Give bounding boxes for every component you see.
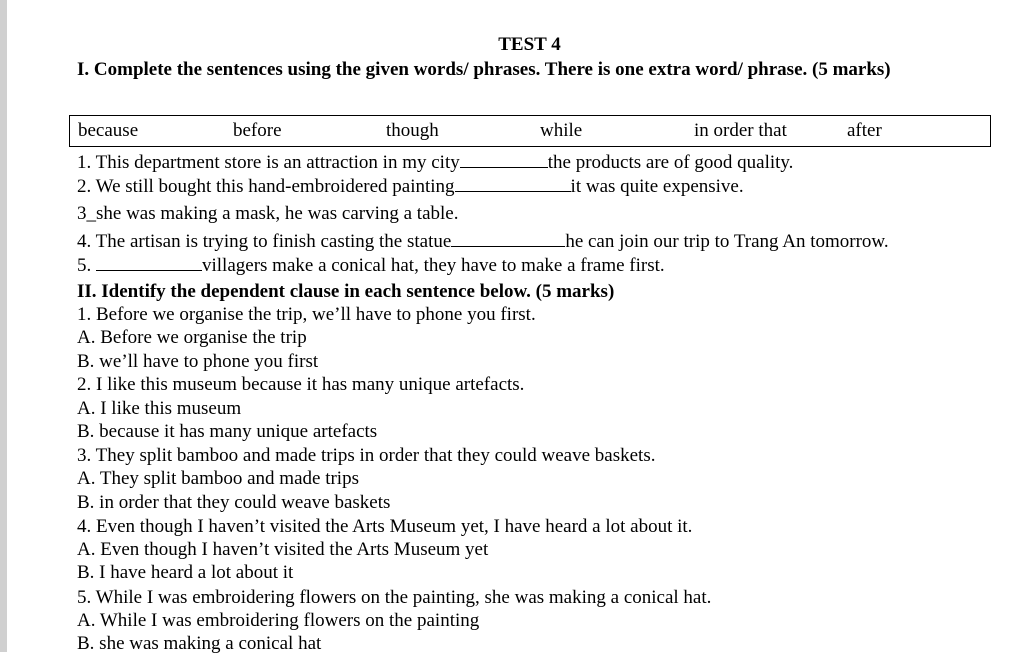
section2-question: 5. While I was embroidering flowers on the painting, she was making a conical hat. [77,587,712,608]
section2-option[interactable]: A. Even though I haven’t visited the Arts Museum yet [77,539,489,560]
page-left-edge [0,0,7,652]
section2-heading: II. Identify the dependent clause in each sentence below. (5 marks) [77,281,615,302]
section1-item-2: 2. We still bought this hand-embroidered painting it was quite expensive. [77,176,744,197]
section2-option[interactable]: B. she was making a conical hat [77,633,322,654]
word-bank-item: while [540,120,583,141]
section1-item-3: 3_she was making a mask, he was carving a table. [77,203,459,224]
section2-option[interactable]: B. in order that they could weave baskets [77,492,391,513]
section2-question: 1. Before we organise the trip, we’ll have to phone you first. [77,304,536,325]
answer-blank[interactable] [455,175,571,192]
section1-item-4: 4. The artisan is trying to finish casting the statue he can join our trip to Trang An tomorrow. [77,231,889,252]
section2-option[interactable]: B. because it has many unique artefacts [77,421,378,442]
section2-option[interactable]: B. I have heard a lot about it [77,562,294,583]
section1-item-5: 5. villagers make a conical hat, they have to make a frame first. [77,255,665,276]
section1-item-1: 1. This department store is an attraction in my city the products are of good quality. [77,152,794,173]
section2-question: 2. I like this museum because it has many unique artefacts. [77,374,525,395]
word-bank-item: after [847,120,882,141]
answer-blank[interactable] [96,254,202,271]
word-bank-box [69,115,991,147]
answer-blank[interactable] [451,230,565,247]
word-bank-item: before [233,120,282,141]
section2-option[interactable]: B. we’ll have to phone you first [77,351,319,372]
section2-option[interactable]: A. They split bamboo and made trips [77,468,359,489]
section2-question: 3. They split bamboo and made trips in order that they could weave baskets. [77,445,656,466]
answer-blank[interactable] [460,151,548,168]
test-title: TEST 4 [498,34,561,55]
section2-question: 4. Even though I haven’t visited the Arts Museum yet, I have heard a lot about it. [77,516,693,537]
section2-option[interactable]: A. While I was embroidering flowers on the painting [77,610,480,631]
section1-heading: I. Complete the sentences using the given words/ phrases. There is one extra word/ phrase. (5 marks) [77,59,891,80]
word-bank-item: in order that [694,120,787,141]
section2-option[interactable]: A. I like this museum [77,398,242,419]
section2-option[interactable]: A. Before we organise the trip [77,327,307,348]
word-bank-item: though [386,120,439,141]
word-bank-item: because [78,120,139,141]
